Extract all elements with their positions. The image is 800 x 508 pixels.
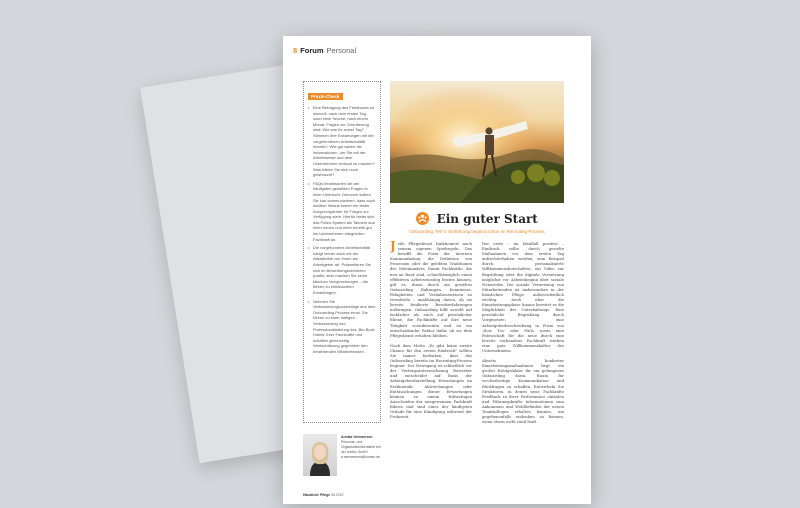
avatar <box>303 434 337 476</box>
dropcap: J <box>390 241 396 253</box>
onboarding-logo-icon <box>416 212 429 225</box>
checklist-item: • Eine Befragung des Feedbacks ist sinnvoll: nach dem ersten Tag, nach einer Woche, nach einem Monat. Fragen zur Orientierung sind: Wie war Ihr erster Tag? Stimmen Ihre Erwartungen mit der vorgefundenen Arbeitsrealität überein? Wie gut waren die Informationen, um Sie mit der Arbeitsweise und dem Unternehmen vertraut zu machen? Was hätten Sie sich noch gewünscht? <box>308 105 376 178</box>
author-email: a.vermeersen@contec.de <box>341 455 380 459</box>
checklist-item: • Nehmen Sie Verbesserungsvorschläge aus dem Onboarding-Prozess ernst. Sie führen zu einer stetigen Verbesserung und Professionalisierung des ‚Bin-Bord-Hotels' Ihrer Fachkräfte und schaffen gleichzeitig Wertschätzung gegenüber den bestehenden Mitarbeitenden. <box>308 299 376 355</box>
checklist <box>308 105 376 355</box>
paragraph: Abseits konkreter Einarbeitungsmaßnahmen liegt ein großer Erfolgsfaktor für ein gelungenes Onboarding darin, Raum für wechselseitige Kommunikation und Rückfragen zu schaffen. Entwickeln Sie Strukturen, in denen neue Fachkräfte Feedback zu ihrer Performance einholen und Führungskräfte Informationen zum Ankommen und Wohlbefinden der neuen Teamkollegen erhalten können, um gegebenenfalls einlenken zu können, wenn etwas nicht rund läuft. <box>482 358 564 425</box>
article-headline <box>390 210 564 228</box>
checklist-item: • Die vorgefundene Arbeitsrealität hängt immer auch mit der Attraktivität von Ihnen als Arbeitgeber ab. Präsentieren Sie sich im Bewerbungsverfahren positiv, aber machen Sie keine falschen Versprechungen – die führen zu enttäuschten Erwartungen. <box>308 245 376 295</box>
section-label: Forum <box>300 46 324 55</box>
subsection-label: Personal <box>326 46 357 55</box>
author-name: Annika Vermeersen <box>341 435 373 439</box>
author-role: Personal- und Organisationsberaterin bei der contec GmbH <box>341 440 381 454</box>
paragraph: Der erste – im Idealfall positive – Eindruck sollte durch gezielte Maßnahmen vor dem ersten Tag aufrechterhalten werden, zum Beispiel durch personalisierte Willkommensbotschaften, ein Video zur Begrüßung oder die digitale Vernetzung möglichst vor Arbeitsbeginn über soziale Netzwerke. Die soziale Vernetzung von Mitarbeitenden ist insbesondere in der häuslichen Pflege außerordentlich wichtig. Auch über die Einarbeitungsphase hinaus bereitet es die Möglichkeit des Unterhaltungs. Eine persönliche Begrüßung durch Vorgesetzte, eine Arbeitgeberbeschreibung in Form von ‚How Tos' oder FAQs sowie eine Patenschaft für die neue durch eine bereits vorhandene Fachkraft stärken eine gute Willkommenskultur des Unternehmens. <box>482 241 564 353</box>
page-number: 8 <box>293 46 298 55</box>
hero-photo <box>390 81 564 203</box>
paragraph <box>390 241 472 338</box>
page-footer <box>303 493 343 497</box>
article-title: Ein guter Start <box>436 211 538 226</box>
article-column-1 <box>390 241 472 499</box>
magazine-name: Häusliche Pflege <box>303 493 331 497</box>
magazine-page <box>283 36 591 504</box>
article-kicker: Onboarding, Teil II: Einführung beginnt schon im Recruiting-Prozess <box>409 229 545 234</box>
article-column-2 <box>482 241 564 499</box>
issue-label: 08.2019 <box>331 493 344 497</box>
paragraph: Nach dem Motto „Es gibt keine zweite Chance für den ersten Eindruck" sollten Sie immer bedenken, dass das Onboarding bereits im Recruiting-Prozess beginnt. Der Newsgang ist schließlich vor der Vertragsunterzeichnung Bewerber und entscheidet auf Basis der Arbeitgeberdarstellung Erwartungen im Erstkontakt. Abweichungen oder Enttäuschungen dieser Erwartungen können zu einem frühzeitigen Ausscheiden der neugewonnen Fachkraft führen und sind einer der häufigsten Gründe für eine Kündigung während der Probezeit. <box>390 342 472 420</box>
paragraph-text: ede Pflegedienst funktioniert nach seinem eigenen Spielregeln. Das betrifft die Form der internen Kommunikation, die Definition von Prozessen oder die gelebten Traditionen des Miteinanders. Damit Fachkräfte, die neu an Bord sind, schnellstmöglich einen effektiven Arbeitseinstieg leisten können, gilt es, ihnen durch ein gezieltes Onboarding Haltungen, Kenntnisse, Fähigkeiten und Verhaltensweisen zu vermitteln – unabhängig davon, ob sie bereits fundierte Berufserfahrungen mitbringen. Onboarding hilft sowohl auf fachlicher als auch auf persönlicher Ebene, die Fachkräfte auf ihre neue Tätigkeit vorzubereiten und ist ein entscheidender Faktor dafür, ob sie dem Pflegedienst erhalten bleiben. <box>390 241 472 338</box>
author-bio <box>341 435 383 460</box>
page-header <box>293 46 356 55</box>
author-box <box>303 434 383 478</box>
praxis-check-tag: Praxis-Check <box>308 93 343 100</box>
praxis-check-box <box>303 81 381 423</box>
checklist-item: • FAQs beantworten die am häufigsten gestellten Fragen in einer Übersicht. Dennoch sollten Sie klar kommunizieren, dass auch darüber hinaus immer ein fester Ansprechpartner für Fragen zur Verfügung steht. Hierfür bietet sich das Paten-System als Tandem aus einer neuen und einer bereits gut ins Unternehmen integrierten Fachkraft an. <box>308 181 376 243</box>
